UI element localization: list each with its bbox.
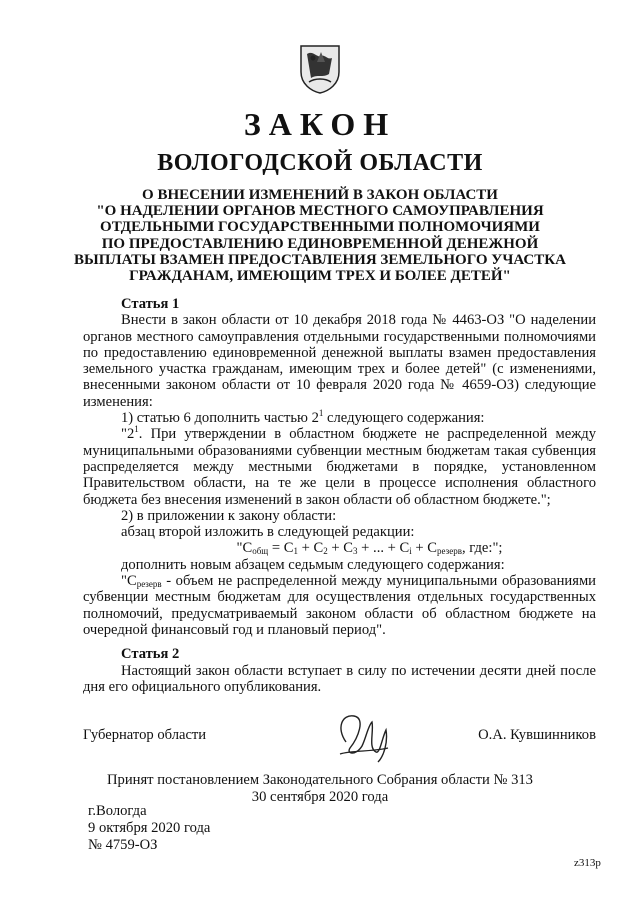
article-1-heading: Статья 1 — [121, 296, 180, 312]
formula: "$С_{общ} = С_1 + С_2 + С_3$ + ... + $С_i + С_{резерв}$, где:"; — [236, 540, 503, 557]
subject-line: О ВНЕСЕНИИ ИЗМЕНЕНИЙ В ЗАКОН ОБЛАСТИ — [142, 187, 498, 203]
amendment-item-2b: дополнить новым абзацем седьмым следующего содержания: — [121, 556, 505, 573]
adoption-date: 30 сентября 2020 года — [251, 789, 389, 805]
amendment-item-1: 1) статью 6 дополнить частью $2^1$ следующего содержания: — [121, 408, 485, 427]
new-part-text: "$2^1$. При утверждении в областном бюджете не распределенной между муниципальными образованиями субвенции местным бюджетам такая субвенция распределяется между местными бюджетами в порядке, установленном Правительством области, на те же цели в процессе исполнения областного бюджета без внесения изменений в закон области об областном бюджете."; — [83, 424, 596, 508]
article-1-intro: Внести в закон области от 10 декабря 2018 года № 4463-ОЗ "О наделении органов местного самоуправления отдельными государственными полномочиями по предоставлению единовременной денежной выплаты взамен предоставления земельного участка гражданам, имеющим трех и более детей" (с изменениями, внесенными законом области от 10 февраля 2020 года № 4659-ОЗ) следующие изменения: — [83, 312, 596, 410]
signatory-title: Губернатор области — [83, 727, 207, 743]
signing-date: 9 октября 2020 года — [88, 820, 211, 836]
amendment-item-2a: абзац второй изложить в следующей редакции: — [121, 524, 415, 541]
law-subject — [60, 187, 580, 284]
coat-of-arms-icon — [299, 44, 341, 94]
subject-line: ОТДЕЛЬНЫМИ ГОСУДАРСТВЕННЫМИ ПОЛНОМОЧИЯМИ — [100, 219, 540, 236]
signatory-name: О.А. Кувшинников — [478, 727, 596, 743]
law-title: ЗАКОН — [243, 106, 397, 142]
adoption-line: Принят постановлением Законодательного Собрания области № 313 — [107, 772, 533, 788]
law-number: № 4759-ОЗ — [88, 837, 158, 853]
article-2-heading: Статья 2 — [121, 646, 180, 663]
article-2-text: Настоящий закон области вступает в силу по истечении десяти дней после дня его официального опубликования. — [83, 662, 596, 695]
region-name: ВОЛОГОДСКОЙ ОБЛАСТИ — [157, 150, 483, 176]
city: г.Вологда — [88, 803, 147, 819]
handwritten-signature-icon — [332, 708, 392, 766]
law-body — [83, 296, 596, 695]
amendment-item-2: 2) в приложении к закону области: — [121, 507, 337, 524]
reserve-definition: "$С_{резерв}$ - объем не распределенной между муниципальными образованиями субвенции местным бюджетам для осуществления отдельных государственных полномочий, предусматриваемый законом области об областном бюджете на очередной финансовый год и плановый период". — [83, 573, 596, 638]
subject-line: "О НАДЕЛЕНИИ ОРГАНОВ МЕСТНОГО САМОУПРАВЛЕНИЯ — [96, 203, 544, 220]
footer-code: z313p — [574, 857, 601, 869]
subject-line: ГРАЖДАНАМ, ИМЕЮЩИМ ТРЕХ И БОЛЕЕ ДЕТЕЙ" — [129, 268, 511, 285]
adoption-note — [0, 772, 640, 806]
subject-line: ПО ПРЕДОСТАВЛЕНИЮ ЕДИНОВРЕМЕННОЙ ДЕНЕЖНОЙ — [101, 235, 539, 252]
place-and-date — [88, 803, 210, 854]
subject-line: ВЫПЛАТЫ ВЗАМЕН ПРЕДОСТАВЛЕНИЯ ЗЕМЕЛЬНОГО УЧАСТКА — [74, 251, 566, 268]
